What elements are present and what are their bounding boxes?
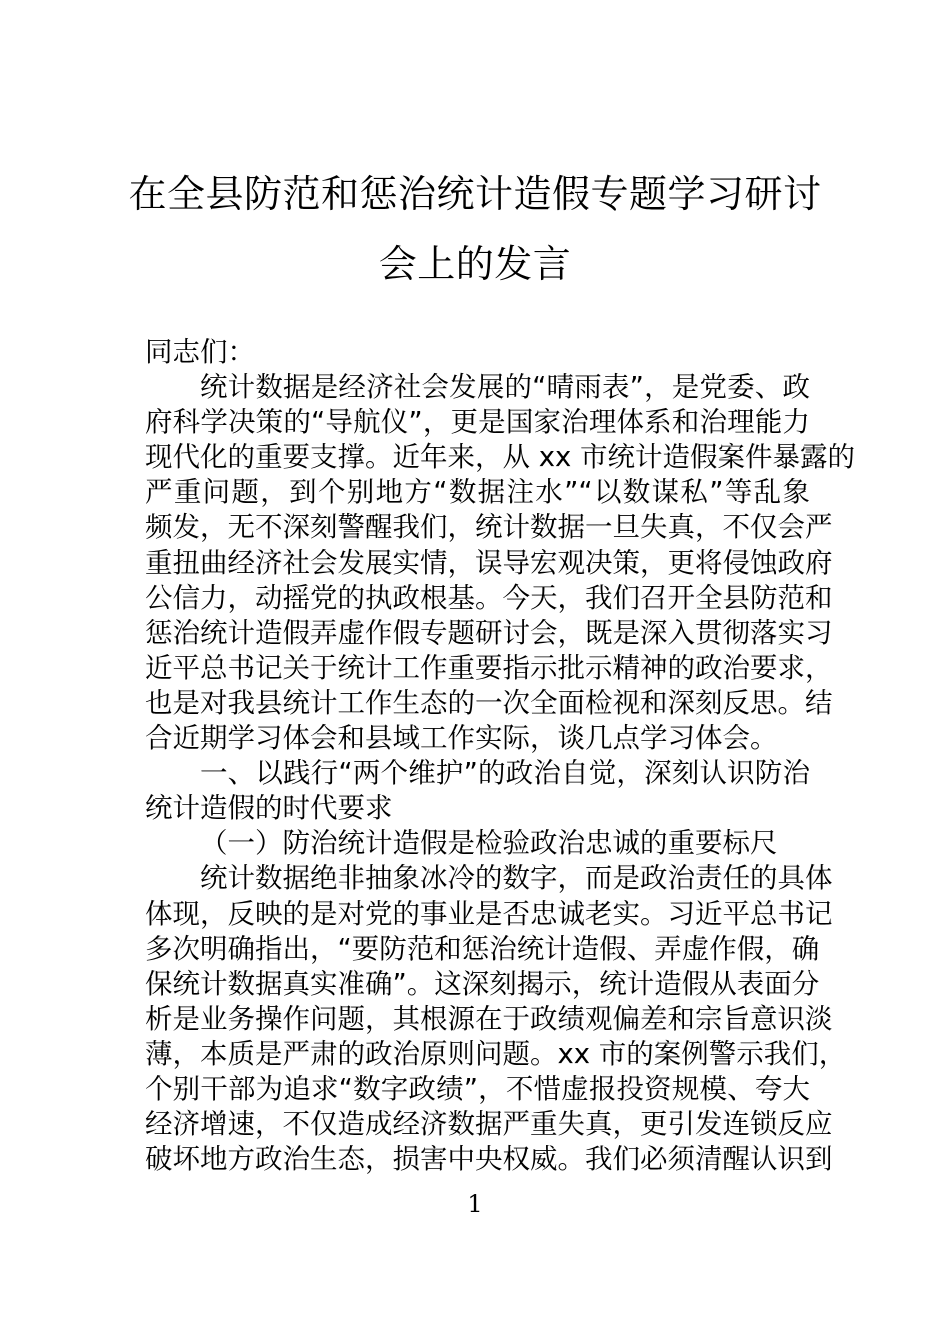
paragraph-line: 统计数据绝非抽象冰冷的数字，而是政治责任的具体 [200, 862, 833, 895]
paragraph-line: 个别干部为追求“数字政绩”，不惜虚报投资规模、夸大 [145, 1072, 810, 1105]
page-number: 1 [467, 1190, 483, 1218]
paragraph-line: 多次明确指出，“要防范和惩治统计造假、弄虚作假，确 [145, 932, 820, 965]
paragraph-line: 也是对我县统计工作生态的一次全面检视和深刻反思。结 [145, 686, 833, 719]
paragraph-line: 破坏地方政治生态，损害中央权威。我们必须清醒认识到 [145, 1143, 833, 1176]
paragraph-line: 现代化的重要支撑。近年来，从 xx 市统计造假案件暴露的 [145, 441, 856, 474]
document-title-line-1: 在全县防范和惩治统计造假专题学习研讨 [128, 172, 822, 216]
document-title-line-2: 会上的发言 [378, 242, 572, 286]
paragraph-line: 近平总书记关于统计工作重要指示批示精神的政治要求， [145, 651, 833, 684]
paragraph-line: 薄，本质是严肃的政治原则问题。xx 市的案例警示我们， [145, 1037, 847, 1070]
document-body [145, 335, 856, 1177]
subsection-heading: （一）防治统计造假是检验政治忠诚的重要标尺 [200, 827, 778, 860]
paragraph-line: 保统计数据真实准确”。这深刻揭示，统计造假从表面分 [145, 967, 820, 1000]
section-heading-line: 一、以践行“两个维护”的政治自觉，深刻认识防治 [200, 757, 810, 790]
section-heading-line: 统计造假的时代要求 [145, 792, 393, 825]
paragraph-line: 府科学决策的“导航仪”，更是国家治理体系和治理能力 [145, 406, 810, 439]
paragraph-line: 公信力，动摇党的执政根基。今天，我们召开全县防范和 [145, 581, 833, 614]
salutation: 同志们： [145, 336, 255, 368]
paragraph-line: 经济增速，不仅造成经济数据严重失真，更引发连锁反应 [145, 1108, 833, 1141]
paragraph-line: 析是业务操作问题，其根源在于政绩观偏差和宗旨意识淡 [145, 1002, 833, 1035]
paragraph-line: 体现，反映的是对党的事业是否忠诚老实。习近平总书记 [145, 897, 833, 930]
paragraph-line: 统计数据是经济社会发展的“晴雨表”，是党委、政 [200, 371, 810, 404]
paragraph-line: 惩治统计造假弄虚作假专题研讨会，既是深入贯彻落实习 [145, 616, 833, 649]
paragraph-line: 严重问题，到个别地方“数据注水”“以数谋私”等乱象 [145, 476, 810, 509]
paragraph-line: 合近期学习体会和县域工作实际，谈几点学习体会。 [145, 722, 778, 755]
paragraph-line: 频发，无不深刻警醒我们，统计数据一旦失真，不仅会严 [145, 511, 833, 544]
paragraph-line: 重扭曲经济社会发展实情，误导宏观决策，更将侵蚀政府 [145, 546, 833, 579]
